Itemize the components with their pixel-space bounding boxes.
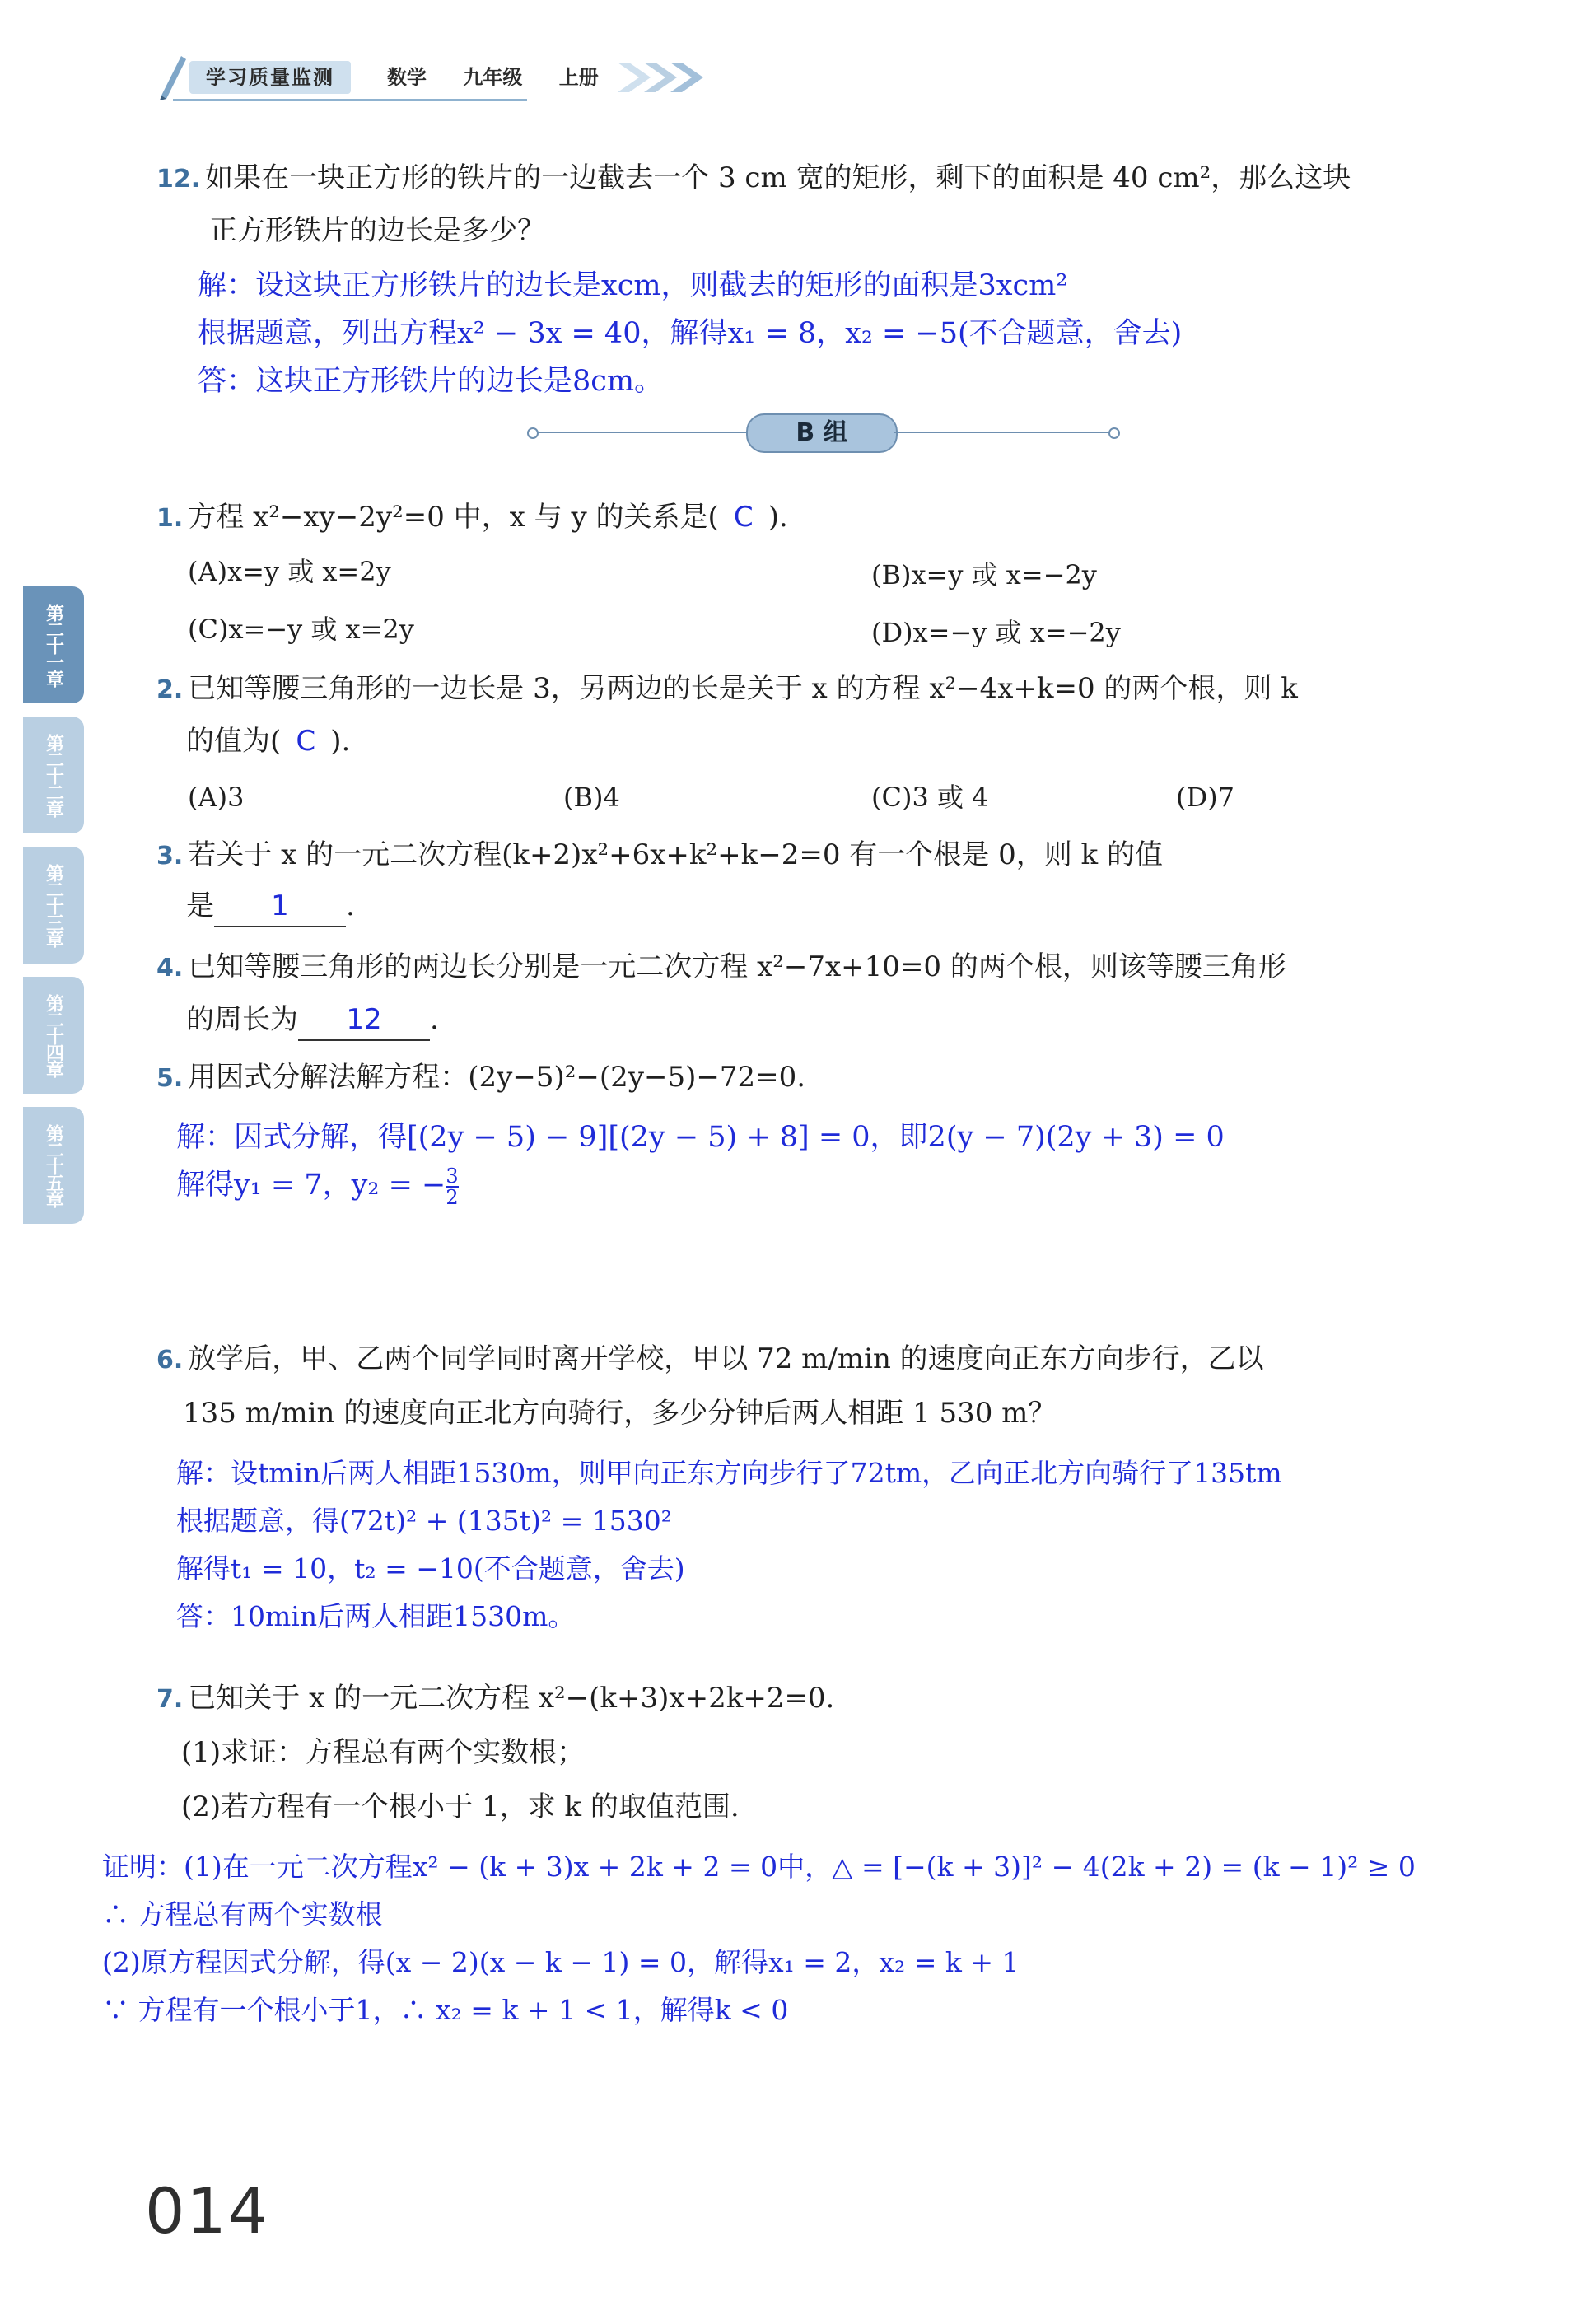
question-number: 12. <box>156 165 201 194</box>
question-text: 已知等腰三角形的一边长是 3，另两边的长是关于 x 的方程 x²−4x+k=0 的两个根，则 k <box>188 672 1298 705</box>
option-d: (D)x=−y 或 x=−2y <box>871 617 1121 648</box>
chapter-tabs <box>23 586 89 1237</box>
choice-answer: C <box>296 725 316 758</box>
divider-line <box>894 432 1110 433</box>
answer-b7 <box>102 1843 1416 2034</box>
question-number: 4. <box>156 954 184 983</box>
fill-blank-answer: 12 <box>298 1000 430 1041</box>
answer-b5 <box>176 1113 1225 1209</box>
page-number: 014 <box>145 2174 270 2248</box>
section-divider-b <box>527 412 1120 453</box>
question-12-line2: 正方形铁片的边长是多少？ <box>209 214 545 247</box>
question-text: 放学后，甲、乙两个同学同时离开学校，甲以 72 m/min 的速度向正东方向步行，乙以 <box>188 1342 1264 1375</box>
question-number: 2. <box>156 675 184 704</box>
tab-chapter-22[interactable]: 第二十二章 <box>23 717 84 833</box>
question-b7 <box>156 1678 834 1720</box>
option-c: (C)3 或 4 <box>871 782 989 813</box>
answer-b6 <box>176 1449 1282 1641</box>
answer-line: 根据题意，列出方程x² − 3x = 40，解得x₁ = 8，x₂ = −5(不合题意，舍去) <box>198 317 1183 350</box>
option-a: (A)3 <box>188 782 245 813</box>
chevrons-icon <box>614 59 713 96</box>
option-d: (D)7 <box>1176 782 1234 813</box>
question-end: . <box>430 1003 439 1036</box>
option-c: (C)x=−y 或 x=2y <box>188 614 414 645</box>
question-text: 如果在一块正方形的铁片的一边截去一个 3 cm 宽的矩形，剩下的面积是 40 cm²，那么这块 <box>205 161 1351 194</box>
answer-line: 解得t₁ = 10，t₂ = −10(不合题意，舍去) <box>176 1552 685 1585</box>
question-end: . <box>346 889 355 922</box>
fraction-numerator: 3 <box>446 1164 459 1188</box>
section-title: B 组 <box>746 413 898 453</box>
question-b2-line2 <box>186 721 350 761</box>
series-label: 学习质量监测 <box>189 61 351 94</box>
question-b6 <box>156 1339 1264 1380</box>
question-b6-line2: 135 m/min 的速度向正北方向骑行，多少分钟后两人相距 1 530 m？ <box>183 1397 1057 1430</box>
header-info <box>387 61 628 94</box>
grade-label: 九年级 <box>463 66 523 89</box>
question-number: 3. <box>156 842 184 871</box>
option-b: (B)4 <box>563 782 620 813</box>
question-text: 已知关于 x 的一元二次方程 x²−(k+3)x+2k+2=0. <box>188 1682 835 1715</box>
answer-line: 根据题意，得(72t)² + (135t)² = 1530² <box>176 1505 672 1537</box>
question-text: 的周长为 <box>186 1003 298 1036</box>
tab-chapter-24[interactable]: 第二十四章 <box>23 977 84 1094</box>
tab-chapter-21[interactable]: 第二十一章 <box>23 586 84 703</box>
tab-chapter-23[interactable]: 第二十三章 <box>23 847 84 964</box>
question-b1 <box>156 497 788 539</box>
question-number: 6. <box>156 1346 184 1375</box>
tab-chapter-25[interactable]: 第二十五章 <box>23 1107 84 1224</box>
answer-line: (2)原方程因式分解，得(x − 2)(x − k − 1) = 0，解得x₁ = 2，x₂ = k + 1 <box>102 1946 1020 1978</box>
fraction-denominator: 2 <box>446 1185 459 1209</box>
fill-blank-answer: 1 <box>214 886 346 927</box>
answer-text: 解得y₁ = 7，y₂ = − <box>176 1169 446 1202</box>
answer-line: 解：设tmin后两人相距1530m，则甲向正东方向步行了72tm，乙向正北方向骑行了135tm <box>176 1457 1282 1489</box>
option-b: (B)x=y 或 x=−2y <box>871 559 1097 591</box>
question-number: 5. <box>156 1064 184 1093</box>
question-b5 <box>156 1057 805 1099</box>
fraction <box>446 1166 458 1207</box>
divider-dot <box>527 427 539 439</box>
answer-line: 证明：(1)在一元二次方程x² − (k + 3)x + 2k + 2 = 0中，△ = [−(k + 3)]² − 4(2k + 2) = (k − 1)² ≥ 0 <box>102 1851 1416 1883</box>
divider-line <box>537 432 746 433</box>
choice-answer: C <box>733 501 754 534</box>
volume-label: 上册 <box>558 66 599 89</box>
question-b3 <box>156 835 1163 876</box>
answer-line <box>176 1161 1225 1209</box>
answer-line: 解：因式分解，得[(2y − 5) − 9][(2y − 5) + 8] = 0，即2(y − 7)(2y + 3) = 0 <box>176 1121 1225 1154</box>
question-text: 若关于 x 的一元二次方程(k+2)x²+6x+k²+k−2=0 有一个根是 0，则 k 的值 <box>188 838 1163 871</box>
question-b4 <box>156 947 1286 988</box>
question-text: 方程 x²−xy−2y²=0 中，x 与 y 的关系是( <box>188 501 719 534</box>
answer-line: 答：这块正方形铁片的边长是8cm。 <box>198 365 664 398</box>
answer-line: 解：设这块正方形铁片的边长是xcm，则截去的矩形的面积是3xcm² <box>198 269 1068 302</box>
question-close: ). <box>768 501 788 534</box>
answer-12 <box>198 262 1182 405</box>
question-b4-line2 <box>186 1000 439 1041</box>
divider-dot <box>1108 427 1120 439</box>
answer-line: ∵ 方程有一个根小于1，∴ x₂ = k + 1 < 1，解得k < 0 <box>102 1994 789 2026</box>
question-text: 是 <box>186 889 214 922</box>
question-text: 用因式分解法解方程：(2y−5)²−(2y−5)−72=0. <box>188 1061 806 1094</box>
question-b3-line2 <box>186 886 355 927</box>
option-a: (A)x=y 或 x=2y <box>188 556 391 587</box>
answer-line: ∴ 方程总有两个实数根 <box>102 1898 383 1930</box>
page-header <box>156 51 733 100</box>
question-b7-part2: (2)若方程有一个根小于 1，求 k 的取值范围. <box>181 1790 740 1823</box>
question-close: ). <box>330 725 351 758</box>
answer-line: 答：10min后两人相距1530m。 <box>176 1600 576 1632</box>
question-b2 <box>156 669 1298 710</box>
question-text: 的值为( <box>186 725 282 758</box>
question-text: 已知等腰三角形的两边长分别是一元二次方程 x²−7x+10=0 的两个根，则该等腰三角形 <box>188 950 1286 983</box>
question-b7-part1: (1)求证：方程总有两个实数根； <box>181 1736 586 1769</box>
question-12 <box>156 158 1507 199</box>
subject-label: 数学 <box>387 66 427 89</box>
question-number: 1. <box>156 504 184 533</box>
question-number: 7. <box>156 1685 184 1714</box>
